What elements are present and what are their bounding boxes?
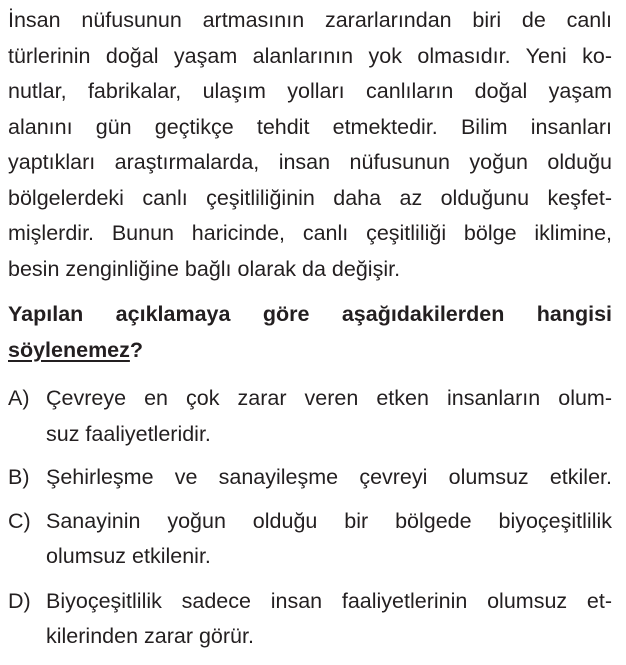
question-line: Yapılan açıklamaya göre aşağıdakilerden hangisi — [8, 302, 612, 326]
passage-line: besin zenginliğine bağlı olarak da değişir. — [8, 256, 401, 281]
option-text-line: Şehirleşme ve sanayileşme çevreyi olumsuz etkiler. — [46, 465, 612, 489]
passage-line: türlerinin doğal yaşam alanlarının yok olmasıdır. Yeni ko- — [8, 43, 612, 68]
option-letter: C) — [8, 508, 31, 533]
question-mark: ? — [129, 337, 144, 362]
passage-line: alanını gün geçtikçe tehdit etmektedir. Bilim insanları — [8, 114, 612, 139]
option-text-line: Biyoçeşitlilik sadece insan faaliyetlerinin olumsuz et- — [46, 588, 612, 613]
option-text-line: kilerinden zarar görür. — [46, 624, 254, 648]
option-letter: D) — [8, 588, 31, 613]
passage-line: mişlerdir. Bunun haricinde, canlı çeşitliliği bölge iklimine, — [8, 221, 612, 245]
passage-text — [8, 3, 612, 287]
option-letter: B) — [8, 465, 30, 489]
negative-keyword: söylenemez — [8, 337, 130, 362]
passage-line: bölgelerdeki canlı çeşitliliğinin daha az olduğunu keşfet- — [8, 185, 612, 210]
passage-line: İnsan nüfusunun artmasının zararlarından biri de canlı — [8, 8, 612, 32]
question-stem — [8, 297, 612, 368]
option-text-line: Sanayinin yoğun olduğu bir bölgede biyoçeşitlilik — [46, 508, 612, 533]
option-text-line: suz faaliyetleridir. — [46, 421, 211, 446]
question-line — [8, 333, 612, 369]
question-page — [8, 3, 612, 655]
option-letter: A) — [8, 386, 30, 410]
option-text-line: olumsuz etkilenir. — [46, 544, 211, 568]
answer-option-c[interactable] — [8, 504, 612, 575]
passage-line: nutlar, fabrikalar, ulaşım yolları canlıların doğal yaşam — [8, 79, 612, 103]
answer-option-b[interactable] — [8, 460, 612, 496]
answer-option-d[interactable] — [8, 584, 612, 655]
answer-option-a[interactable] — [8, 381, 612, 452]
passage-line: yaptıkları araştırmalarda, insan nüfusunun yoğun olduğu — [8, 150, 612, 174]
option-text-line: Çevreye en çok zarar veren etken insanların olum- — [46, 386, 612, 410]
